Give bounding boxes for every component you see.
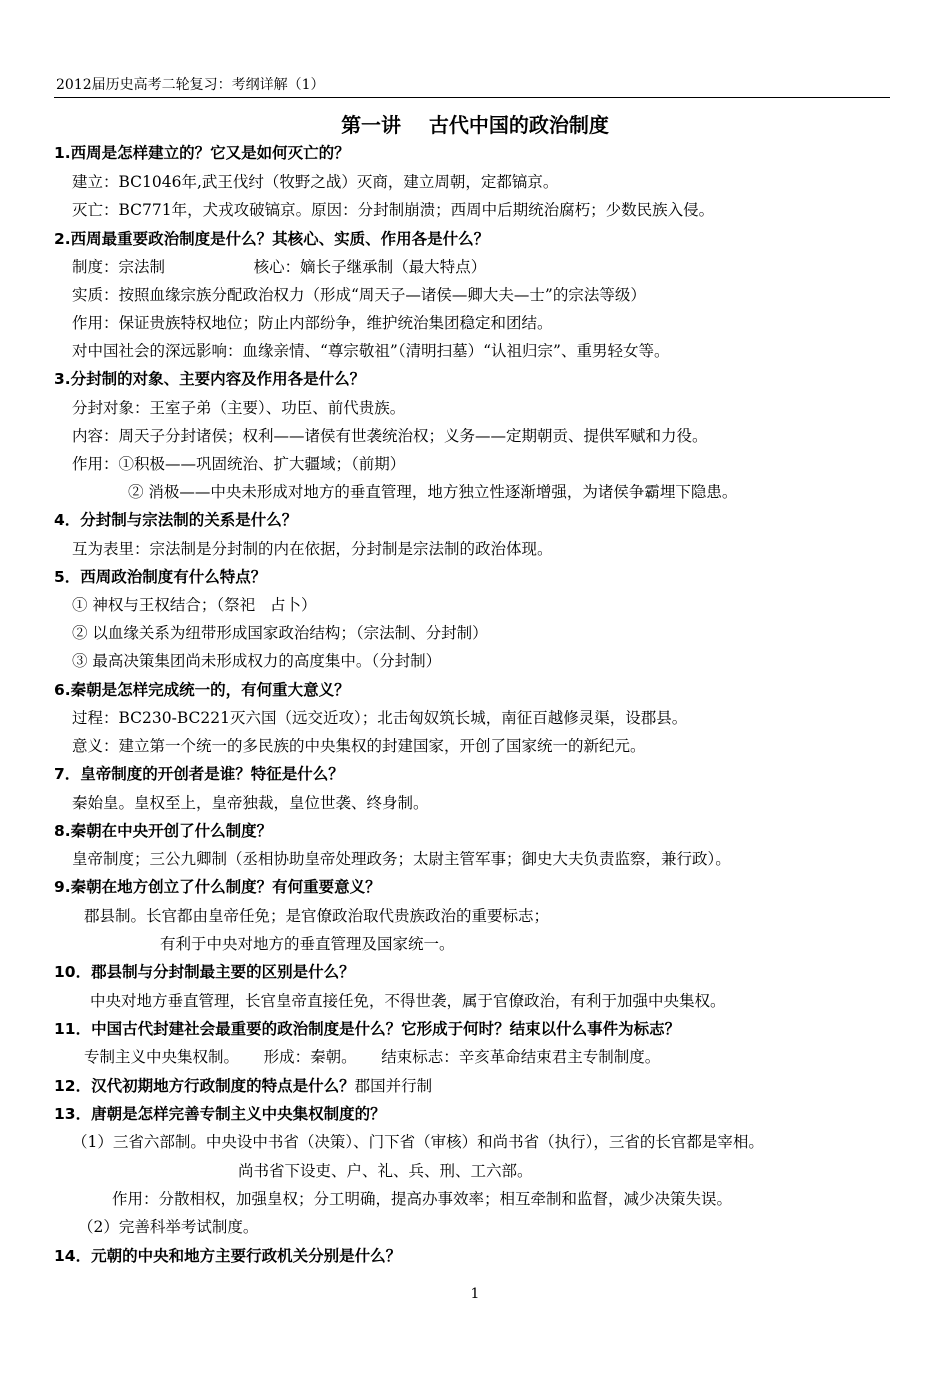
page-number: 1: [470, 1286, 480, 1302]
answer-line: 分封对象：王室子弟（主要）、功臣、前代贵族。: [72, 399, 406, 417]
answer-line: 作用：分散相权，加强皇权；分工明确，提高办事效率；相互牵制和监督，减少决策失误。: [112, 1190, 733, 1208]
answer-line: 制度：宗法制 核心：嫡长子继承制（最大特点）: [72, 258, 487, 276]
answer-line: ② 消极——中央未形成对地方的垂直管理，地方独立性逐渐增强，为诸侯争霸埋下隐患。: [128, 483, 738, 501]
answer-line: 过程：BC230-BC221灭六国（远交近攻）；北击匈奴筑长城，南征百越修灵渠，设郡县。: [72, 709, 688, 727]
question-3: 3.分封制的对象、主要内容及作用各是什么？: [54, 370, 366, 388]
answer-line: 中央对地方垂直管理，长官皇帝直接任免，不得世袭，属于官僚政治，有利于加强中央集权。: [90, 992, 726, 1010]
question-7: 7．皇帝制度的开创者是谁？特征是什么？: [54, 765, 344, 783]
answer-line: 内容：周天子分封诸侯；权利——诸侯有世袭统治权；义务——定期朝贡、提供军赋和力役。: [72, 427, 708, 445]
answer-line: ② 以血缘关系为纽带形成国家政治结构；（宗法制、分封制）: [72, 624, 488, 642]
answer-line: 建立：BC1046年,武王伐纣（牧野之战）灭商，建立周朝，定都镐京。: [72, 173, 559, 191]
question-14: 14．元朝的中央和地方主要行政机关分别是什么？: [54, 1247, 402, 1265]
question-13: 13．唐朝是怎样完善专制主义中央集权制度的？: [54, 1105, 386, 1123]
header-rule: [54, 97, 890, 98]
answer-line: ③ 最高决策集团尚未形成权力的高度集中。（分封制）: [72, 652, 442, 670]
question-11: 11．中国古代封建社会最重要的政治制度是什么？它形成于何时？结束以什么事件为标志？: [54, 1020, 681, 1038]
answer-line: 皇帝制度；三公九卿制（丞相协助皇帝处理政务；太尉主管军事；御史大夫负责监察，兼行政）。: [72, 850, 731, 868]
question-10: 10．郡县制与分封制最主要的区别是什么？: [54, 963, 355, 981]
answer-line: 秦始皇。皇权至上，皇帝独裁，皇位世袭、终身制。: [72, 794, 429, 812]
question-5: 5．西周政治制度有什么特点？: [54, 568, 267, 586]
answer-line: 对中国社会的深远影响：血缘亲情、“尊宗敬祖”（清明扫墓）“认祖归宗”、重男轻女等。: [72, 342, 670, 360]
question-12: 12．汉代初期地方行政制度的特点是什么？郡国并行制: [54, 1077, 433, 1095]
answer-line: 实质：按照血缘宗族分配政治权力（形成“周天子—诸侯—卿大夫—士”的宗法等级）: [72, 286, 646, 304]
question-9: 9.秦朝在地方创立了什么制度？有何重要意义？: [54, 878, 381, 896]
answer-line: 有利于中央对地方的垂直管理及国家统一。: [160, 935, 455, 953]
question-8: 8.秦朝在中央开创了什么制度？: [54, 822, 273, 840]
answer-line: 灭亡：BC771年，犬戎攻破镐京。原因：分封制崩溃；西周中后期统治腐朽；少数民族入侵。: [72, 201, 715, 219]
running-header: 2012届历史高考二轮复习：考纲详解（1）: [56, 77, 325, 93]
answer-line: （1）三省六部制。中央设中书省（决策）、门下省（审核）和尚书省（执行），三省的长官都是宰相。: [72, 1133, 764, 1151]
page-title: 第一讲 古代中国的政治制度: [341, 113, 609, 137]
answer-line: 意义：建立第一个统一的多民族的中央集权的封建国家，开创了国家统一的新纪元。: [72, 737, 646, 755]
answer-line: （2）完善科举考试制度。: [78, 1218, 259, 1236]
answer-line: 尚书省下设吏、户、礼、兵、刑、工六部。: [238, 1162, 533, 1180]
answer-line: 专制主义中央集权制。 形成：秦朝。 结束标志：辛亥革命结束君主专制制度。: [84, 1048, 661, 1066]
question-12-answer: 郡国并行制: [354, 1077, 433, 1095]
answer-line: 郡县制。长官都由皇帝任免；是官僚政治取代贵族政治的重要标志；: [84, 907, 550, 925]
question-6: 6.秦朝是怎样完成统一的，有何重大意义？: [54, 681, 350, 699]
answer-line: ① 神权与王权结合；（祭祀 占卜）: [72, 596, 317, 614]
answer-line: 作用：保证贵族特权地位；防止内部纷争，维护统治集团稳定和团结。: [72, 314, 553, 332]
question-2: 2.西周最重要政治制度是什么？其核心、实质、作用各是什么？: [54, 230, 490, 248]
question-1: 1.西周是怎样建立的？它又是如何灭亡的？: [54, 144, 350, 162]
answer-line: 作用：①积极——巩固统治、扩大疆域；（前期）: [72, 455, 406, 473]
question-4: 4．分封制与宗法制的关系是什么？: [54, 511, 298, 529]
answer-line: 互为表里：宗法制是分封制的内在依据，分封制是宗法制的政治体现。: [72, 540, 553, 558]
